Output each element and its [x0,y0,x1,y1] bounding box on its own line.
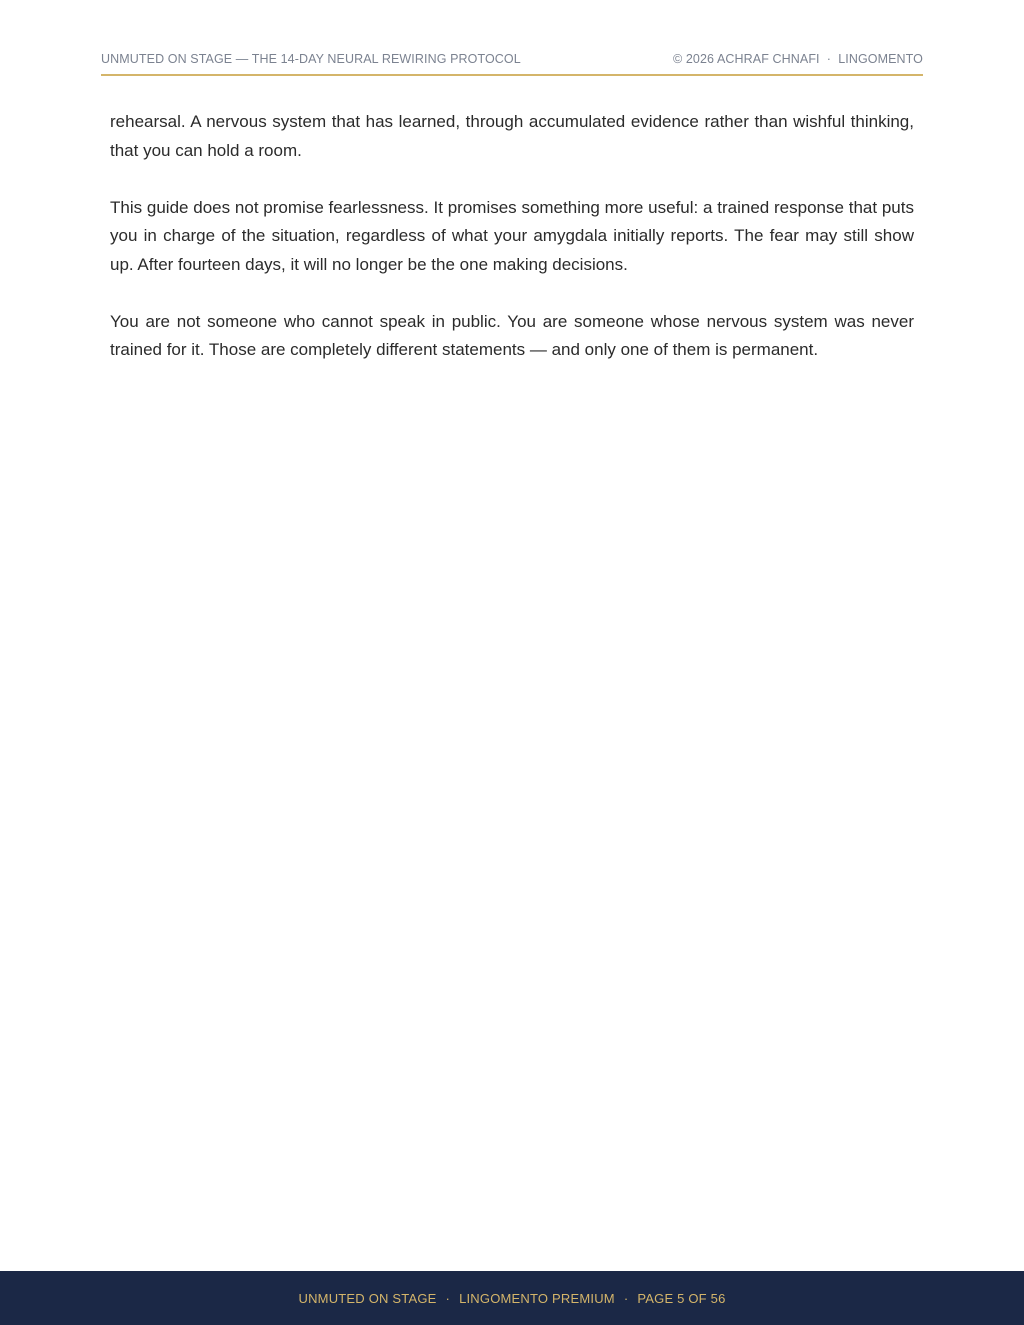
page-body [110,108,914,393]
footer-separator: · [623,1290,629,1306]
footer-separator: · [445,1290,451,1306]
page-footer-bar [0,1271,1024,1325]
footer-edition: LINGOMENTO PREMIUM [459,1290,615,1306]
body-paragraph: You are not someone who cannot speak in public. You are someone whose nervous system was never trained for it. Those are completely different statements — and only one of them is permanent. [110,311,914,359]
body-paragraph: This guide does not promise fearlessness. It promises something more useful: a trained response that puts you in charge of the situation, regardless of what your amygdala initially reports. The fear may still show up. After fourteen days, it will no longer be the one making decisions. [110,197,914,274]
footer-page-number: PAGE 5 OF 56 [637,1290,726,1306]
body-paragraph: rehearsal. A nervous system that has learned, through accumulated evidence rather than wishful thinking, that you can hold a room. [110,112,914,160]
footer-book-title: UNMUTED ON STAGE [298,1290,437,1306]
header-copyright: © 2026 ACHRAF CHNAFI · LINGOMENTO [672,52,923,66]
header-book-title: UNMUTED ON STAGE — THE 14-DAY NEURAL REWIRING PROTOCOL [101,52,521,66]
running-header [101,52,923,76]
